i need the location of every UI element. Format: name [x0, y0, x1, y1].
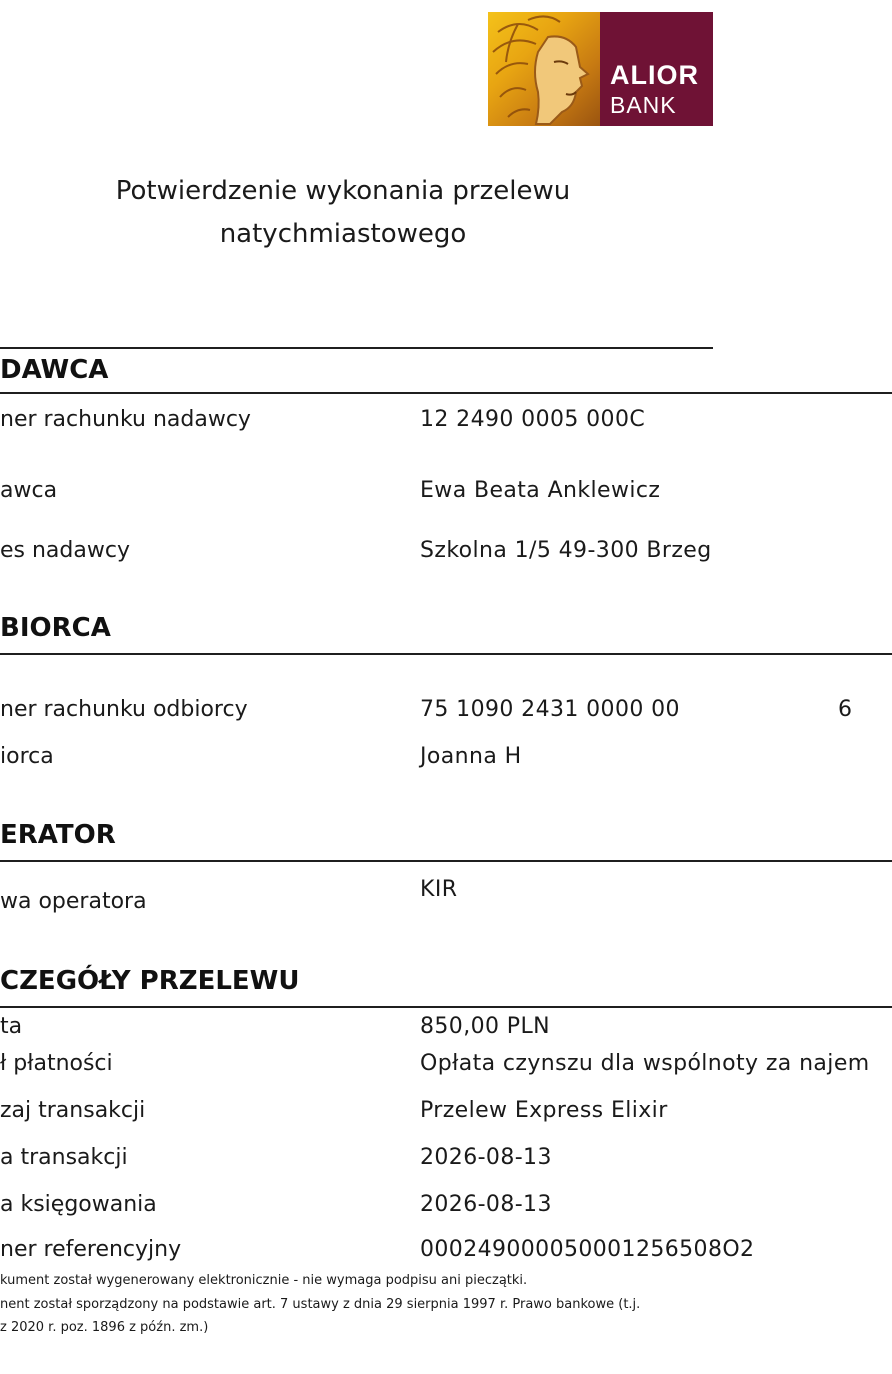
reference-number-value: 000249000050001256508O2 — [420, 1237, 755, 1262]
sender-section-heading: DAWCA — [0, 355, 109, 385]
sender-address-label: es nadawcy — [0, 538, 130, 563]
top-divider — [0, 347, 713, 349]
recipient-section-heading: BIORCA — [0, 613, 111, 643]
document-title-line2: natychmiastowego — [219, 219, 467, 249]
transaction-date-value: 2026-08-13 — [420, 1145, 552, 1170]
details-divider — [0, 1006, 892, 1008]
sender-account-value: 12 2490 0005 000C — [420, 407, 646, 432]
sender-address-value: Szkolna 1/5 49-300 Brzeg — [420, 538, 712, 563]
footer-note-line1: kument został wygenerowany elektronicznie - nie wymaga podpisu ani pieczątki. — [0, 1273, 528, 1288]
head-emblem-icon — [488, 12, 600, 126]
payment-title-label: ł płatności — [0, 1051, 113, 1076]
payment-title-value: Opłata czynszu dla wspólnoty za najem — [420, 1051, 870, 1076]
logo-bank-text: BANK — [610, 92, 677, 118]
recipient-account-value: 75 1090 2431 0000 00 — [420, 697, 680, 722]
recipient-account-label: ner rachunku odbiorcy — [0, 697, 248, 722]
reference-number-label: ner referencyjny — [0, 1237, 182, 1262]
sender-account-label: ner rachunku nadawcy — [0, 407, 251, 432]
recipient-name-value: Joanna H — [420, 744, 522, 769]
operator-name-value: KIR — [420, 877, 458, 902]
document-title-line1: Potwierdzenie wykonania przelewu — [115, 176, 571, 206]
recipient-name-label: iorca — [0, 744, 54, 769]
alior-bank-logo — [488, 12, 713, 126]
sender-divider — [0, 392, 892, 394]
logo-alior-text: ALIOR — [610, 60, 699, 90]
transaction-type-value: Przelew Express Elixir — [420, 1098, 668, 1123]
alior-bank-head-logo-icon — [488, 12, 600, 126]
footer-note-line2: nent został sporządzony na podstawie art. 7 ustawy z dnia 29 sierpnia 1997 r. Prawo bankowe (t.j. — [0, 1297, 641, 1312]
operator-section-heading: ERATOR — [0, 820, 116, 850]
booking-date-value: 2026-08-13 — [420, 1192, 552, 1217]
amount-label: ta — [0, 1014, 23, 1039]
sender-name-label: awca — [0, 478, 58, 503]
sender-name-value: Ewa Beata Anklewicz — [420, 478, 661, 503]
transaction-date-label: a transakcji — [0, 1145, 128, 1170]
operator-name-label: wa operatora — [0, 889, 147, 914]
amount-value: 850,00 PLN — [420, 1014, 550, 1039]
details-section-heading: CZEGÓŁY PRZELEWU — [0, 966, 300, 996]
recipient-divider — [0, 653, 892, 655]
operator-divider — [0, 860, 892, 862]
recipient-account-tail: 6 — [838, 697, 853, 722]
transaction-type-label: zaj transakcji — [0, 1098, 146, 1123]
footer-note-line3: z 2020 r. poz. 1896 z późn. zm.) — [0, 1320, 209, 1335]
booking-date-label: a księgowania — [0, 1192, 157, 1217]
